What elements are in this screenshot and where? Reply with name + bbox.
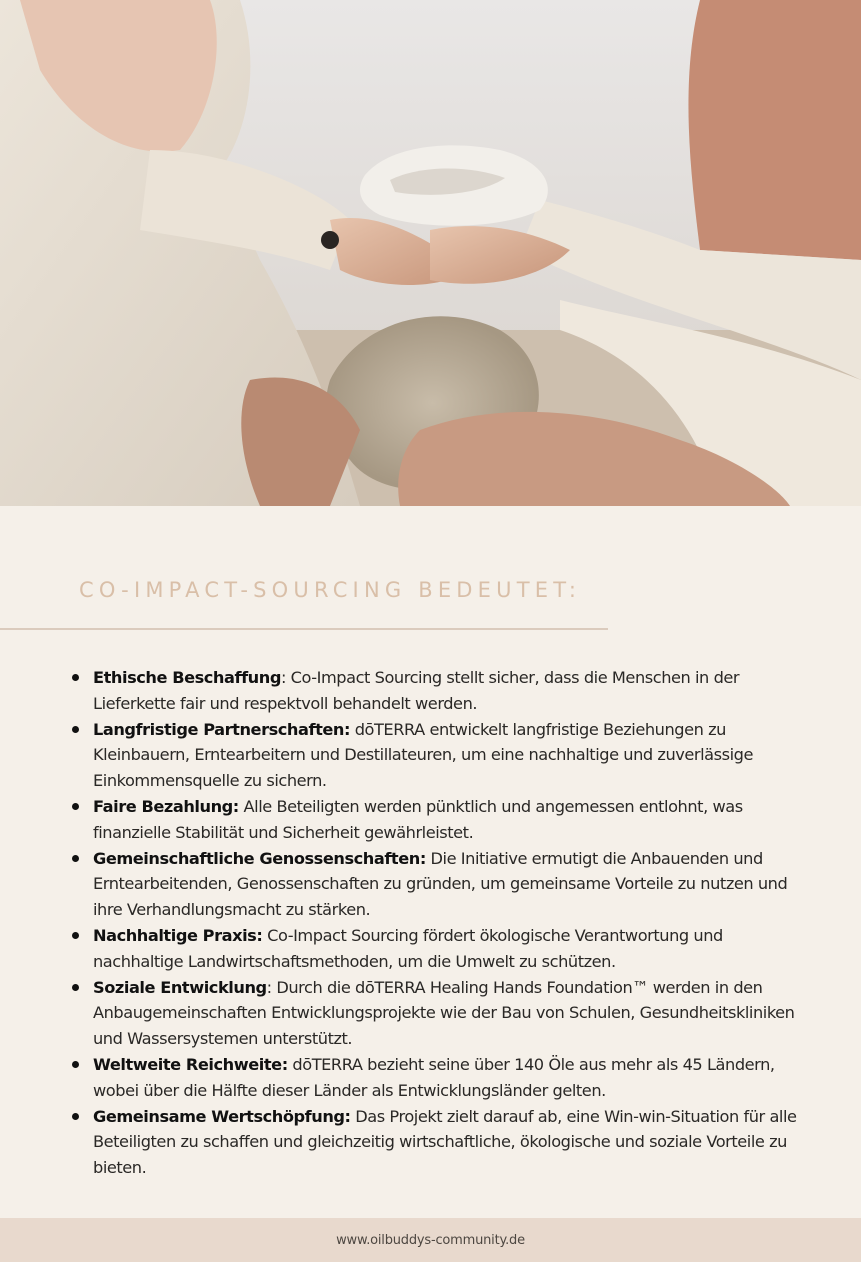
footer-band <box>0 1218 861 1262</box>
list-item <box>93 846 813 923</box>
item-text: dōTERRA bezieht seine über 140 Öle aus mehr als 45 Ländern, wobei über die Hälfte dieser Länder als Entwicklungsländer gelten. <box>93 1054 775 1100</box>
hero-photo <box>0 0 861 506</box>
item-title: Faire Bezahlung: <box>93 796 239 816</box>
list-item <box>93 975 813 1052</box>
hands-holding-crystal-photo <box>0 0 861 506</box>
list-item <box>93 717 813 794</box>
item-text: : Co-Impact Sourcing stellt sicher, dass die Menschen in der Lieferkette fair und respektvoll behandelt werden. <box>93 668 740 713</box>
item-title: Ethische Beschaffung <box>93 668 281 687</box>
heading-divider <box>0 628 608 630</box>
item-text: Die Initiative ermutigt die Anbauenden und Erntearbeitenden, Genossenschaften zu gründen, um gemeinsame Vorteile zu nutzen und ihre Verhandlungsmacht zu stärken. <box>93 848 788 920</box>
list-item <box>93 794 813 846</box>
item-text: dōTERRA entwickelt langfristige Beziehungen zu Kleinbauern, Erntearbeitern und Destillateuren, um eine nachhaltige und zuverlässige Einkommensquelle zu sichern. <box>93 719 753 791</box>
footer-url[interactable]: www.oilbuddys-community.de <box>336 1232 525 1248</box>
item-title: Gemeinsame Wertschöpfung: <box>93 1106 351 1126</box>
item-text: Co-Impact Sourcing fördert ökologische Verantwortung und nachhaltige Landwirtschaftsmethoden, um die Umwelt zu schützen. <box>93 925 723 971</box>
item-title: Weltweite Reichweite: <box>93 1054 288 1074</box>
item-title: Nachhaltige Praxis: <box>93 925 263 945</box>
benefit-list <box>93 665 813 1181</box>
item-title: Soziale Entwicklung <box>93 977 267 997</box>
item-text: Das Projekt zielt darauf ab, eine Win-win-Situation für alle Beteiligten zu schaffen und gleichzeitig wirtschaftliche, ökologische und soziale Vorteile zu bieten. <box>93 1106 797 1178</box>
list-item <box>93 1104 813 1181</box>
item-text: : Durch die dōTERRA Healing Hands Foundation™ werden in den Anbaugemeinschaften Entwicklungsprojekte wie der Bau von Schulen, Gesundheitskliniken und Wassersystemen unterstützt. <box>93 977 795 1049</box>
list-item <box>93 923 813 975</box>
section-heading: CO-IMPACT-SOURCING BEDEUTET: <box>79 578 582 602</box>
list-item <box>93 1052 813 1104</box>
list-item <box>93 665 813 717</box>
item-title: Gemeinschaftliche Genossenschaften: <box>93 848 426 868</box>
item-text: Alle Beteiligten werden pünktlich und angemessen entlohnt, was finanzielle Stabilität und Sicherheit gewährleistet. <box>93 796 743 842</box>
item-title: Langfristige Partnerschaften: <box>93 719 350 739</box>
